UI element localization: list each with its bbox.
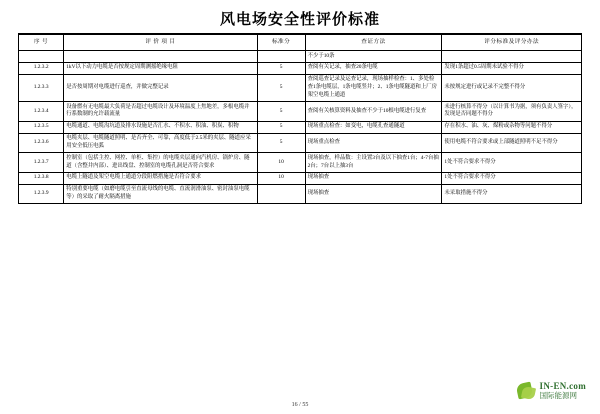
cell-method: 查阅巡查记录及运查记录，现场抽样检查：1、多处检查1条电缆层，1条电缆竖井；2、1条电缆隧道和上厂房架空电缆上通道: [305, 74, 442, 101]
cell-method: 不少于10条: [305, 51, 442, 63]
cell-item: [64, 51, 257, 63]
watermark-en: IN-EN.com: [539, 381, 586, 392]
cell-criteria: 1处不符合要求不得分: [442, 172, 582, 184]
table-row: [19, 133, 582, 153]
cell-score: [257, 184, 305, 204]
cell-score: 5: [257, 74, 305, 101]
cell-criteria: 未进行核算不得分（以计算书为据，须有负责人签字），发现是否同题不得分: [442, 102, 582, 122]
watermark-text: [540, 382, 586, 399]
watermark: [515, 382, 586, 400]
table-row: [19, 121, 582, 133]
table-row: [19, 74, 582, 101]
cell-criteria: 使用电缆不符合要求或上部隧道照明不足不得分: [442, 133, 582, 153]
cell-method: 现场抽查，样品数：主设置3台及以下抽查1台；4-7台抽2台；7台以上抽3台: [305, 153, 442, 173]
cell-item: 是否按周期对电缆进行巡查，并做完整记录: [64, 74, 257, 101]
table-row: [19, 51, 582, 63]
table-row: [19, 184, 582, 204]
cell-no: 1.2.3.4: [19, 102, 64, 122]
cell-method: 现场重点检查: [305, 133, 442, 153]
cell-score: [257, 51, 305, 63]
column-header-no: 序 号: [19, 35, 64, 51]
cell-score: 10: [257, 153, 305, 173]
table-row: [19, 172, 582, 184]
column-header-item: 评 价 项 目: [64, 35, 257, 51]
cell-no: 1.2.3.7: [19, 153, 64, 173]
cell-item: 特别重要电缆（如磨电缆引至直流母线的电缆、直流润滑油泵、密封油泵电缆等）的采取了耐火隔离措施: [64, 184, 257, 204]
evaluation-standard-table: [18, 34, 582, 204]
cell-method: 查阅有关核算资料及抽查不少于10根电缆进行复查: [305, 102, 442, 122]
cell-item: 电缆通道、电缆沟坑道及排水设施是否汇水、不积水、积油、积炭、积物: [64, 121, 257, 133]
cell-score: 5: [257, 121, 305, 133]
column-header-score: 标准分: [257, 35, 305, 51]
column-header-criteria: 评分标准及评分办法: [442, 35, 582, 51]
cell-no: 1.2.3.9: [19, 184, 64, 204]
cell-criteria: [442, 51, 582, 63]
cell-score: 5: [257, 102, 305, 122]
watermark-cn: 国际能源网: [539, 390, 578, 400]
cell-no: [19, 51, 64, 63]
cell-method: 现场重点检查：如变电，电缆孔查通隧道: [305, 121, 442, 133]
cell-criteria: 未采取措施不得分: [442, 184, 582, 204]
cell-score: 5: [257, 133, 305, 153]
cell-no: 1.2.3.6: [19, 133, 64, 153]
cell-item: 电缆夹层、电缆隧道照明、是否齐全、可靠，高度低于2.5米的夹层、隧道应采用安全低压电弧: [64, 133, 257, 153]
page-footer: 16 / 55: [291, 402, 309, 408]
cell-item: 控制室（包括主控、网控、单柜、集控）的电缆夹层通向汽机房、锅炉房、隧道（含整井内部）、进出线盘、控制室的电缆孔洞是否符合要求: [64, 153, 257, 173]
cell-no: 1.2.3.3: [19, 74, 64, 101]
cell-no: 1.2.3.5: [19, 121, 64, 133]
leaf-icon: [515, 382, 537, 400]
cell-item: 电缆上隧道及架空电缆上通道分段阻燃措施是否符合要求: [64, 172, 257, 184]
cell-item: 1kV以下动力电缆是否按规定周期测摇绝缘电阻: [64, 62, 257, 74]
table-header-row: [19, 35, 582, 51]
cell-criteria: 未按规定进行或记录不完整不得分: [442, 74, 582, 101]
cell-method: 查阅有关记录，抽查20条电缆: [305, 62, 442, 74]
cell-criteria: 发现1条超过0.5周期未试验不得分: [442, 62, 582, 74]
cell-method: 现场抽查: [305, 184, 442, 204]
column-header-method: 查证方法: [305, 35, 442, 51]
cell-method: 现场抽查: [305, 172, 442, 184]
cell-no: 1.2.3.8: [19, 172, 64, 184]
cell-item: 设备燃有无电缆最大负荷是否超过电缆设计及环境温度上焦地差，多根电缆并行系数制的允许载流量: [64, 102, 257, 122]
cell-score: 10: [257, 172, 305, 184]
table-row: [19, 102, 582, 122]
table-row: [19, 153, 582, 173]
cell-criteria: 存在积水、油、灰、煤粉或杂物等问题不得分: [442, 121, 582, 133]
cell-criteria: 1处不符合要求不得分: [442, 153, 582, 173]
cell-no: 1.2.3.2: [19, 62, 64, 74]
table-row: [19, 62, 582, 74]
page-title: 风电场安全性评价标准: [219, 12, 380, 28]
cell-score: 5: [257, 62, 305, 74]
